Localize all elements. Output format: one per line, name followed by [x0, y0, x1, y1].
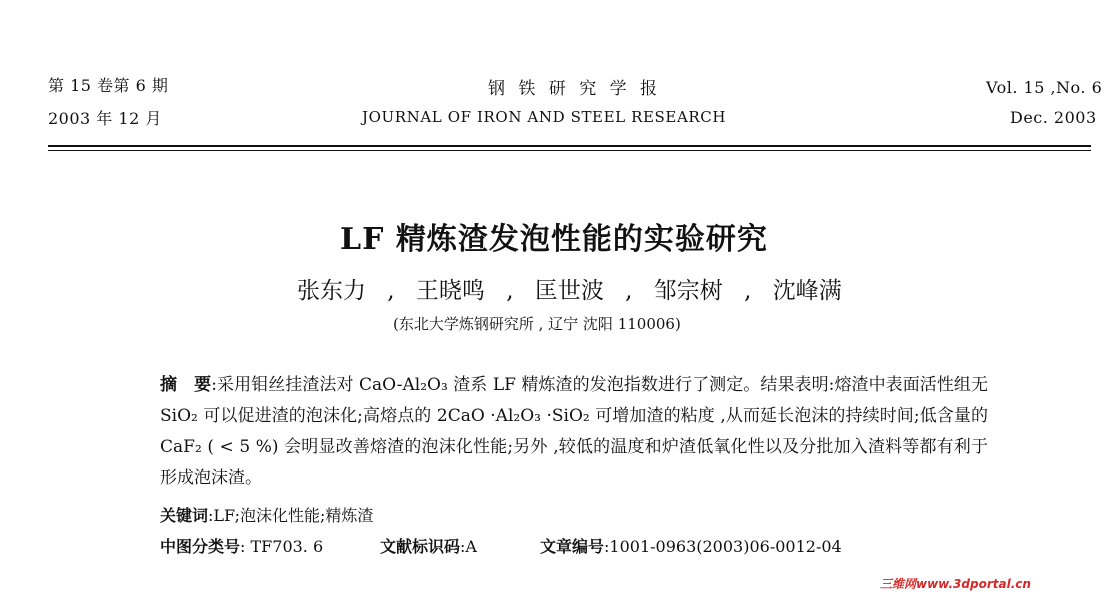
date-en: Dec. 2003 — [1010, 108, 1097, 127]
doc-value: :A — [460, 537, 477, 556]
affiliation: (东北大学炼钢研究所 , 辽宁 沈阳 110006) — [393, 315, 681, 333]
header-rule-top — [48, 145, 1091, 147]
article-number — [540, 534, 842, 557]
journal-title-en: JOURNAL OF IRON AND STEEL RESEARCH — [362, 108, 727, 126]
article-number-value: :1001-0963(2003)06-0012-04 — [604, 537, 842, 556]
article-number-label: 文章编号 — [540, 537, 605, 556]
document-code — [380, 534, 477, 557]
abstract-text: :采用钼丝挂渣法对 CaO-Al₂O₃ 渣系 LF 精炼渣的发泡指数进行了测定。结果表明:熔渣中表面活性组无 SiO₂ 可以促进渣的泡沫化;高熔点的 2CaO ·Al₂O₃ ·SiO₂ 可增加渣的粘度 ,从而延长泡沫的持续时间;低含量的 CaF₂ ( < 5 %) 会明显改善熔渣的泡沫化性能;另外 ,较低的温度和炉渣低氧化性以及分批加入渣料等都有利于形成泡沫渣。 — [160, 375, 989, 488]
keywords-label: 关键词 — [160, 506, 209, 525]
authors: 张东力 , 王晓鸣 , 匡世波 , 邹宗树 , 沈峰满 — [297, 278, 842, 304]
journal-title-cn: 钢 铁 研 究 学 报 — [488, 79, 662, 99]
date-cn: 2003 年 12 月 — [48, 109, 162, 128]
paper-title: LF 精炼渣发泡性能的实验研究 — [340, 222, 768, 257]
clc-value: : TF703. 6 — [240, 537, 324, 556]
watermark: 三维网www.3dportal.cn — [880, 577, 1031, 591]
abstract-label: 摘 要 — [160, 375, 212, 395]
doc-label: 文献标识码 — [380, 537, 461, 556]
volume-issue-cn: 第 15 卷第 6 期 — [48, 76, 169, 95]
clc-label: 中图分类号 — [160, 537, 241, 556]
keywords — [160, 503, 373, 526]
volume-issue-en: Vol. 15 ,No. 6 — [986, 78, 1103, 97]
keywords-text: :LF;泡沫化性能;精炼渣 — [208, 506, 374, 525]
header-rule-bottom — [48, 150, 1091, 151]
abstract — [160, 370, 988, 494]
clc-number — [160, 534, 323, 557]
